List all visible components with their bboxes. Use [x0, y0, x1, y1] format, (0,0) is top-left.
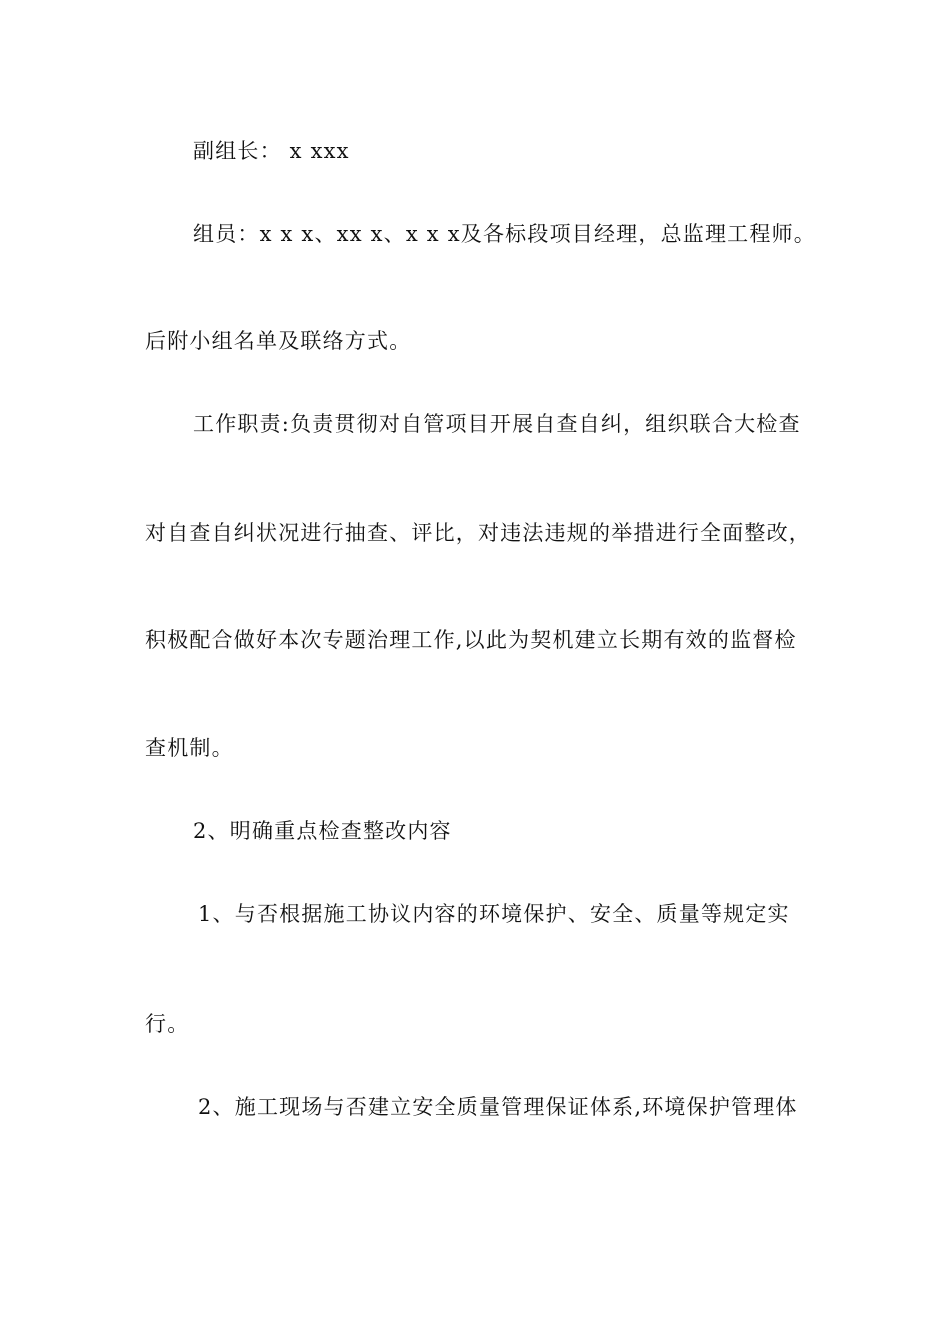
duty-line-1: 工作职责:负责贯彻对自管项目开展自查自纠，组织联合大检查 — [193, 412, 801, 436]
item-2-line-1: 2、施工现场与否建立安全质量管理保证体系,环境保护管理体 — [198, 1095, 798, 1119]
duty-line-2: 对自查自纠状况进行抽查、评比，对违法违规的举措进行全面整改， — [145, 521, 811, 545]
duty-line-4: 查机制。 — [145, 736, 234, 760]
duty-line-3: 积极配合做好本次专题治理工作,以此为契机建立长期有效的监督检 — [145, 628, 797, 652]
item-1-line-1: 1、与否根据施工协议内容的环境保护、安全、质量等规定实 — [198, 902, 790, 926]
members-line: 组员：x x x、xx x、x x x及各标段项目经理，总监理工程师。 — [193, 222, 816, 246]
item-1-line-2: 行。 — [145, 1012, 190, 1036]
attachment-note-line: 后附小组名单及联络方式。 — [145, 329, 412, 353]
deputy-leader-line: 副组长： x xxx — [193, 139, 350, 163]
section-heading: 2、明确重点检查整改内容 — [193, 819, 452, 843]
